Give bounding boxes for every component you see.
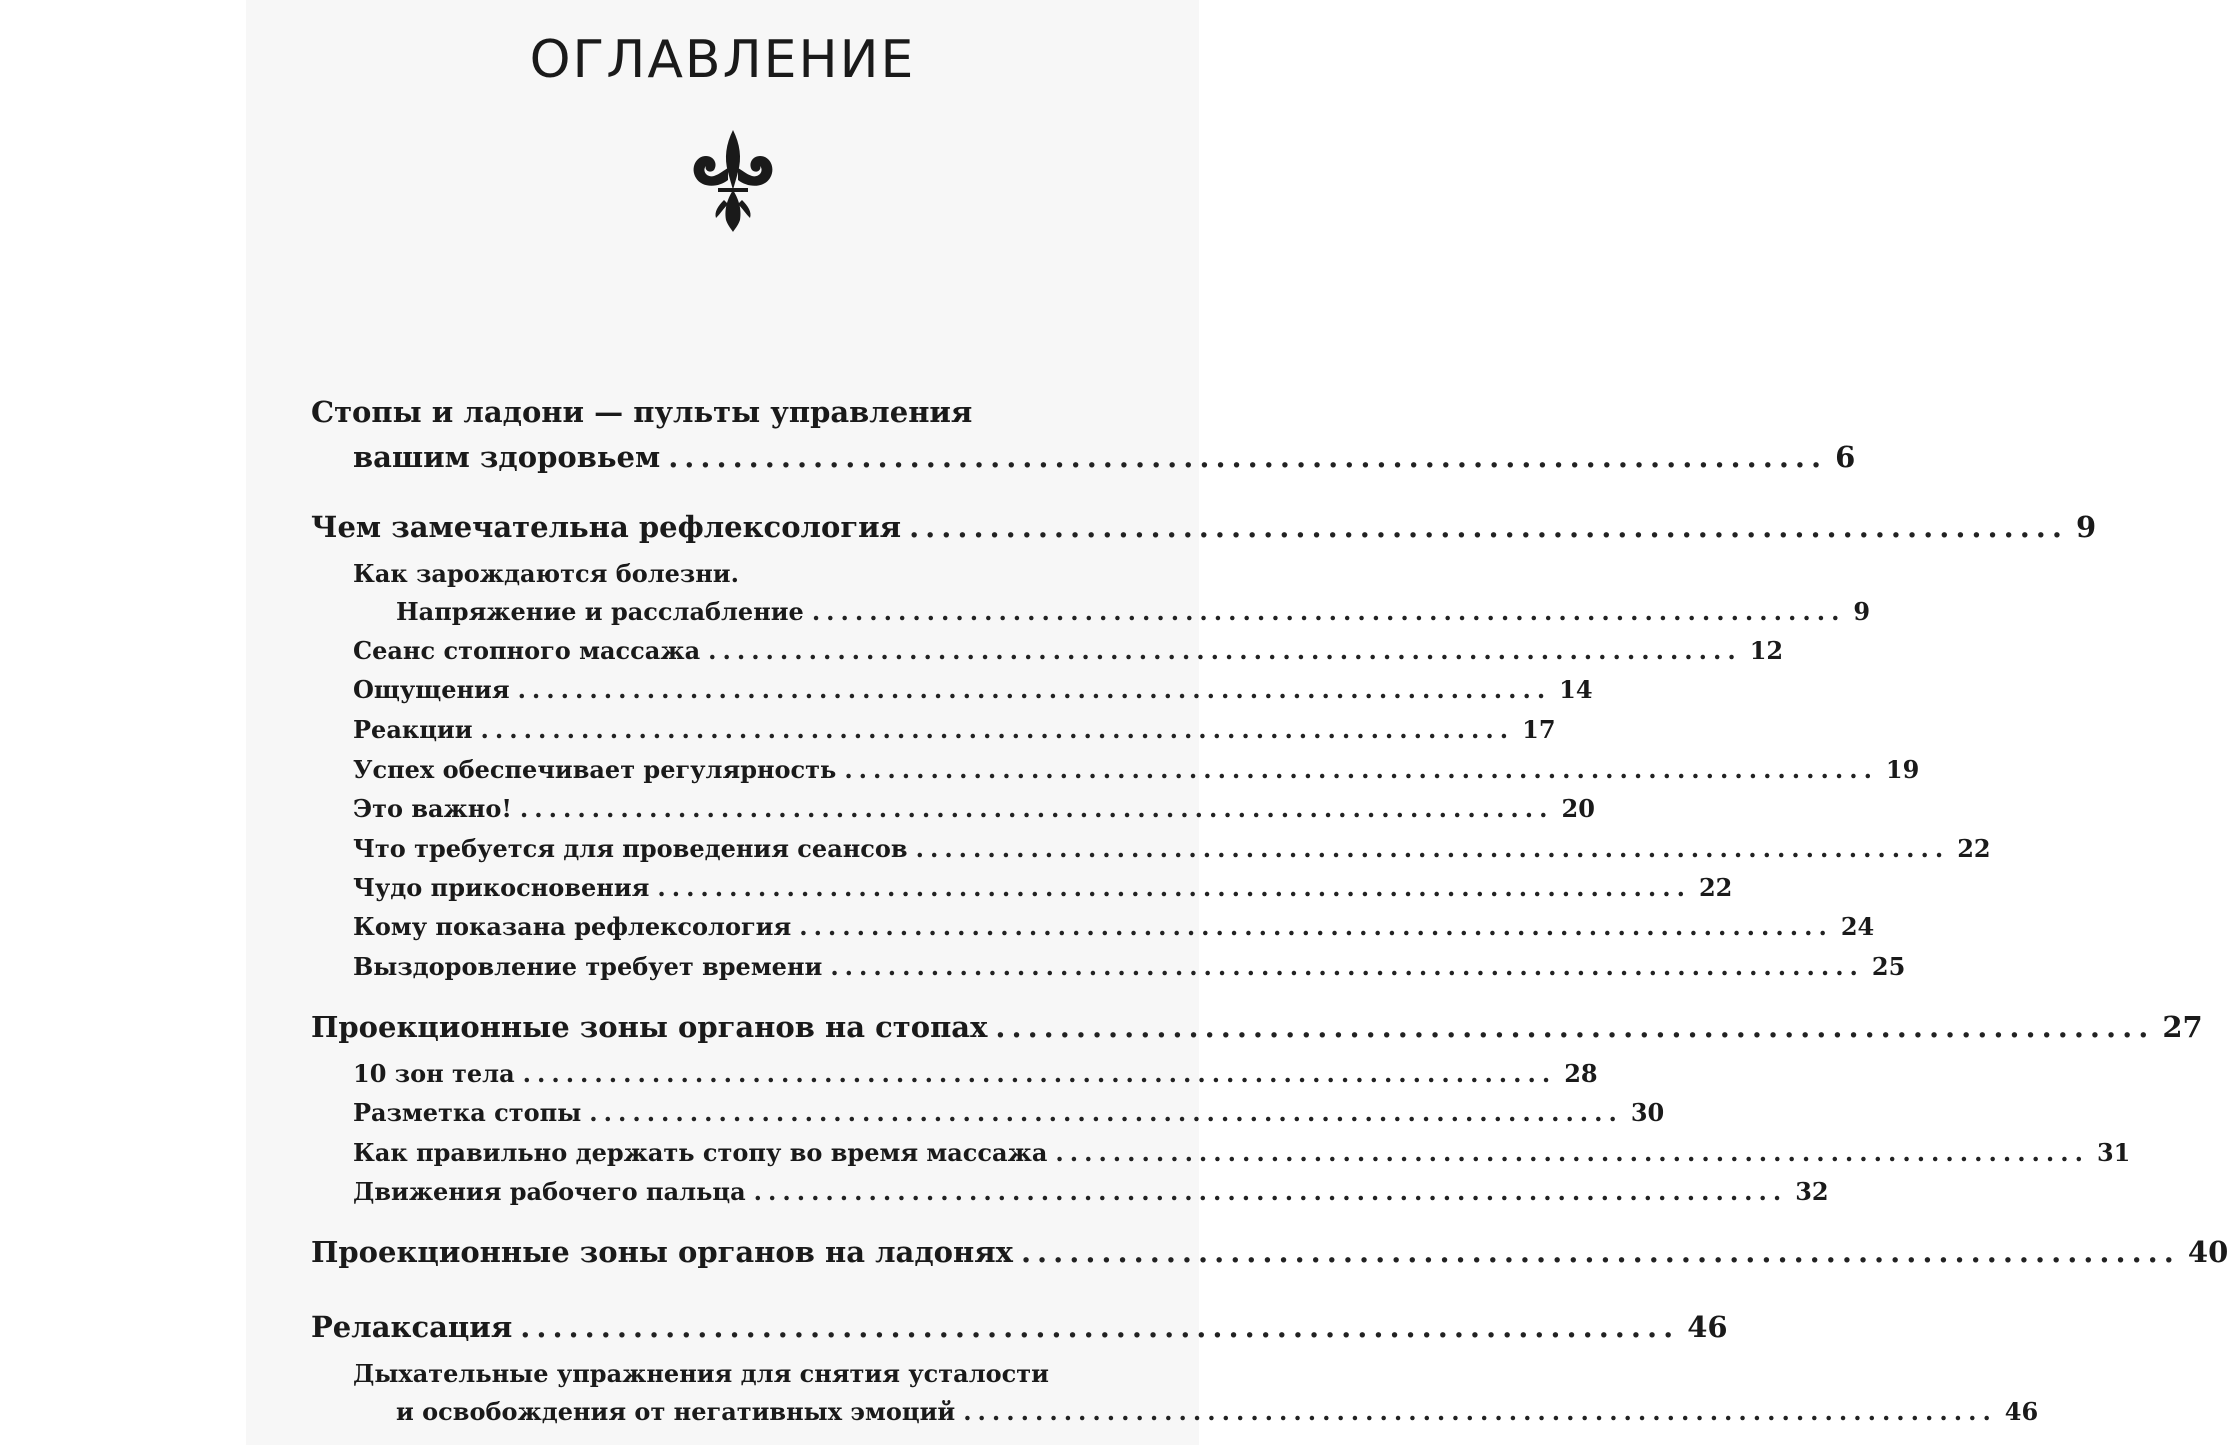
toc-entry <box>353 559 1141 588</box>
toc-entry-title: Реакции <box>353 715 473 744</box>
toc-entry-title: Выздоровление требует времени <box>353 952 823 981</box>
toc-page-number: 46 <box>1687 1310 1728 1344</box>
toc-entry: Это важно! ........................................................................ 20 <box>353 794 1595 823</box>
toc-entry: Релаксация ........................................................................ 46 <box>311 1310 1728 1344</box>
toc-entry-title: Проекционные зоны органов на ладонях <box>311 1235 1013 1269</box>
toc-page-number: 25 <box>1871 952 1906 981</box>
toc-entry: Реакции ........................................................................ 17 <box>353 715 1556 744</box>
toc-entry: Чудо прикосновения ........................................................................ 22 <box>353 873 1733 902</box>
toc-entry: Разметка стопы ........................................................................ 30 <box>353 1098 1665 1127</box>
toc-entry <box>311 395 1141 429</box>
toc-entry: Выздоровление требует времени ........................................................................ 25 <box>353 952 1906 981</box>
toc-entry: Проекционные зоны органов на ладонях ........................................................................ 40 <box>311 1235 2228 1269</box>
toc-page-number: 12 <box>1749 636 1784 665</box>
toc-page-number: 9 <box>2076 510 2097 544</box>
toc-entry-title: и освобождения от негативных эмоций <box>396 1397 956 1426</box>
toc-page-number: 22 <box>1698 873 1733 902</box>
toc-page-number: 28 <box>1564 1059 1598 1088</box>
book-page <box>246 0 2228 1445</box>
toc-entry-title: Сеанс стопного массажа <box>353 636 701 665</box>
toc-entry-title: Чем замечательна рефлексология <box>311 510 902 544</box>
toc-entry-title: Как правильно держать стопу во время массажа <box>353 1138 1048 1167</box>
toc-page-number: 32 <box>1795 1177 1829 1206</box>
toc-entry-title: Напряжение и расслабление <box>396 597 804 626</box>
toc-entry: Успех обеспечивает регулярность ........................................................................ 19 <box>353 755 1920 784</box>
toc-entry: Как правильно держать стопу во время массажа ........................................................................ 31 <box>353 1138 2131 1167</box>
toc-entry: Напряжение и расслабление ........................................................................ 9 <box>396 597 1871 626</box>
toc-entry-title: Чудо прикосновения <box>353 873 650 902</box>
toc-entry: Кому показана рефлексология ........................................................................ 24 <box>353 912 1875 941</box>
toc-entry-title: вашим здоровьем <box>353 440 661 474</box>
toc-entry-title: Кому показана рефлексология <box>353 912 792 941</box>
toc-entry-title: Ощущения <box>353 675 510 704</box>
toc-page-number: 17 <box>1522 715 1556 744</box>
toc-entry-title: Релаксация <box>311 1310 513 1344</box>
toc-page-number: 30 <box>1630 1098 1665 1127</box>
toc-entry <box>353 1359 1141 1388</box>
toc-entry-title: Это важно! <box>353 794 512 823</box>
toc-page-number: 6 <box>1835 440 1856 474</box>
toc-page-number: 14 <box>1559 675 1593 704</box>
toc-entry-title: Разметка стопы <box>353 1098 582 1127</box>
toc-entry: 10 зон тела ........................................................................ 28 <box>353 1059 1598 1088</box>
page-title: ОГЛАВЛЕНИЕ <box>529 30 916 90</box>
toc-entry-title: Дыхательные упражнения для снятия усталости <box>353 1359 1049 1388</box>
toc-page-number: 40 <box>2187 1235 2228 1269</box>
toc-entry: Сеанс стопного массажа ........................................................................ 12 <box>353 636 1784 665</box>
table-of-contents <box>246 0 2228 1445</box>
toc-entry: Что требуется для проведения сеансов ........................................................................ 22 <box>353 834 1991 863</box>
toc-page-number: 9 <box>1853 597 1871 626</box>
toc-entry-title: Как зарождаются болезни. <box>353 559 739 588</box>
toc-entry: вашим здоровьем ........................................................................ 6 <box>353 440 1856 474</box>
toc-entry: и освобождения от негативных эмоций ........................................................................ 46 <box>396 1397 2039 1426</box>
toc-entry: Проекционные зоны органов на стопах ........................................................................ 27 <box>311 1010 2203 1044</box>
toc-entry-title: 10 зон тела <box>353 1059 515 1088</box>
toc-entry: Чем замечательна рефлексология ........................................................................ 9 <box>311 510 2097 544</box>
toc-entry-title: Проекционные зоны органов на стопах <box>311 1010 988 1044</box>
toc-page-number: 27 <box>2162 1010 2203 1044</box>
toc-page-number: 31 <box>2096 1138 2131 1167</box>
toc-entry-title: Что требуется для проведения сеансов <box>353 834 908 863</box>
toc-page-number: 19 <box>1885 755 1920 784</box>
toc-page-number: 20 <box>1561 794 1595 823</box>
toc-entry-title: Стопы и ладони — пульты управления <box>311 395 973 429</box>
toc-entry-title: Движения рабочего пальца <box>353 1177 746 1206</box>
toc-page-number: 46 <box>2004 1397 2039 1426</box>
toc-page-number: 22 <box>1957 834 1991 863</box>
toc-page-number: 24 <box>1840 912 1875 941</box>
toc-entry: Движения рабочего пальца ........................................................................ 32 <box>353 1177 1829 1206</box>
toc-entry-title: Успех обеспечивает регулярность <box>353 755 837 784</box>
toc-entry: Ощущения ........................................................................ 14 <box>353 675 1593 704</box>
